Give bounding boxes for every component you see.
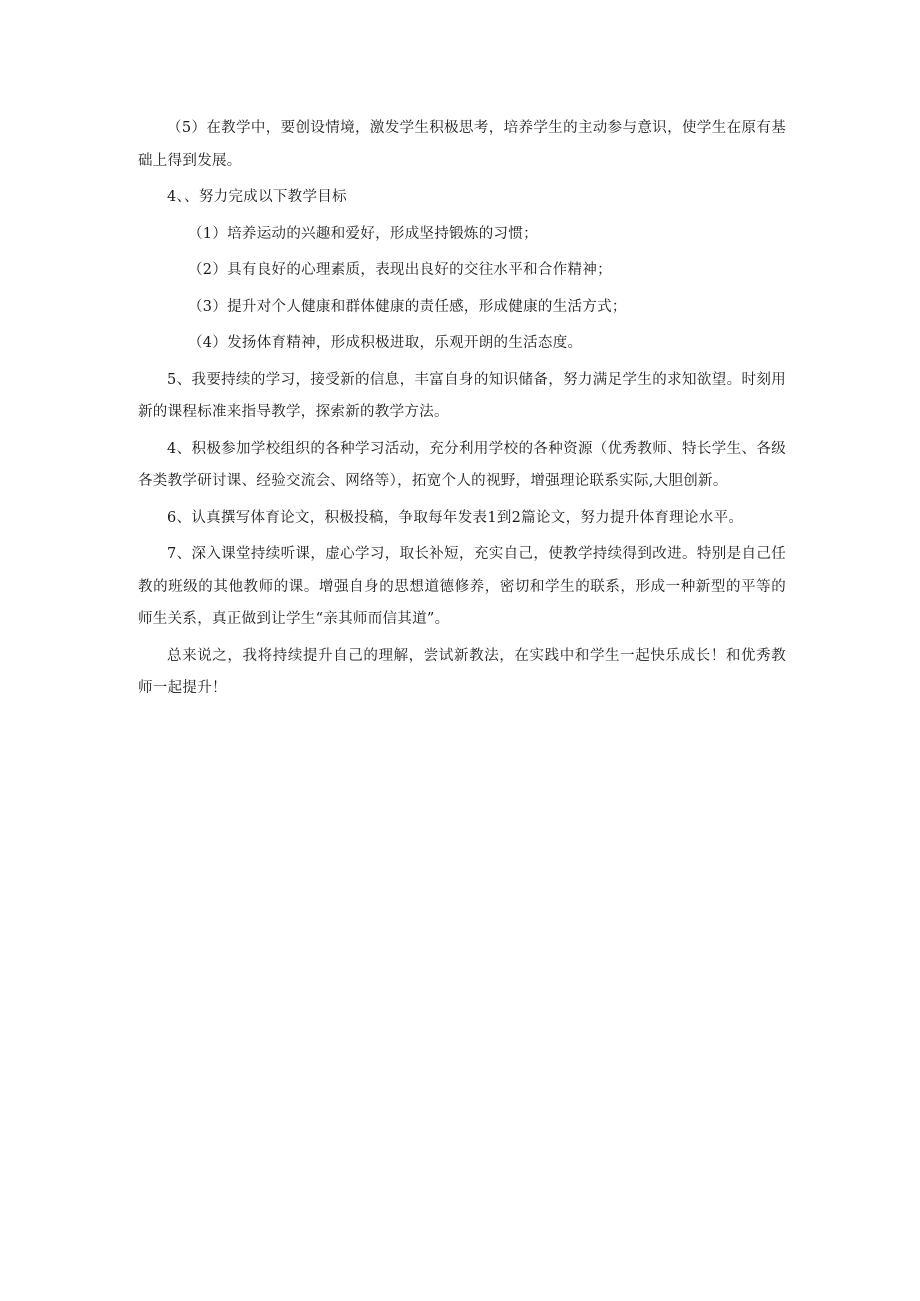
list-item-goal-1: （1）培养运动的兴趣和爱好，形成坚持锻炼的习惯； xyxy=(188,225,538,242)
list-item-goal-3: （3）提升对个人健康和群体健康的责任感，形成健康的生活方式； xyxy=(188,298,627,315)
paragraph-writing-papers: 6、认真撰写体育论文，积极投稿，争取每年发表1到2篇论文，努力提升体育理论水平。 xyxy=(167,509,744,526)
document-body xyxy=(138,112,786,709)
paragraph-continuous-learning: 5、我要持续的学习，接受新的信息，丰富自身的知识储备，努力满足学生的求知欲望。时刻用新的课程标准来指导教学，探索新的教学方法。 xyxy=(138,371,786,420)
paragraph-conclusion: 总来说之，我将持续提升自己的理解，尝试新教法，在实践中和学生一起快乐成长！和优秀教师一起提升！ xyxy=(138,647,786,696)
list-item-goal-2: （2）具有良好的心理素质，表现出良好的交往水平和合作精神； xyxy=(188,262,612,278)
paragraph-school-activities: 4、积极参加学校组织的各种学习活动，充分利用学校的各种资源（优秀教师、特长学生、各级各类教学研讨课、经验交流会、网络等），拓宽个人的视野，增强理论联系实际,大胆创新。 xyxy=(138,440,786,489)
paragraph-classroom-observation: 7、深入课堂持续听课，虚心学习，取长补短，充实自己，使教学持续得到改进。特别是自己任教的班级的其他教师的课。增强自身的思想道德修养，密切和学生的联系，形成一种新型的平等的师生关系，真正做到让学生“亲其师而信其道”。 xyxy=(138,546,786,627)
paragraph-teaching-goals-heading: 4、、努力完成以下教学目标 xyxy=(167,189,347,205)
list-item-goal-4: （4）发扬体育精神，形成积极进取，乐观开朗的生活态度。 xyxy=(188,335,583,351)
paragraph-goal-5: （5）在教学中，要创设情境，激发学生积极思考，培养学生的主动参与意识，使学生在原有基础上得到发展。 xyxy=(138,120,786,169)
